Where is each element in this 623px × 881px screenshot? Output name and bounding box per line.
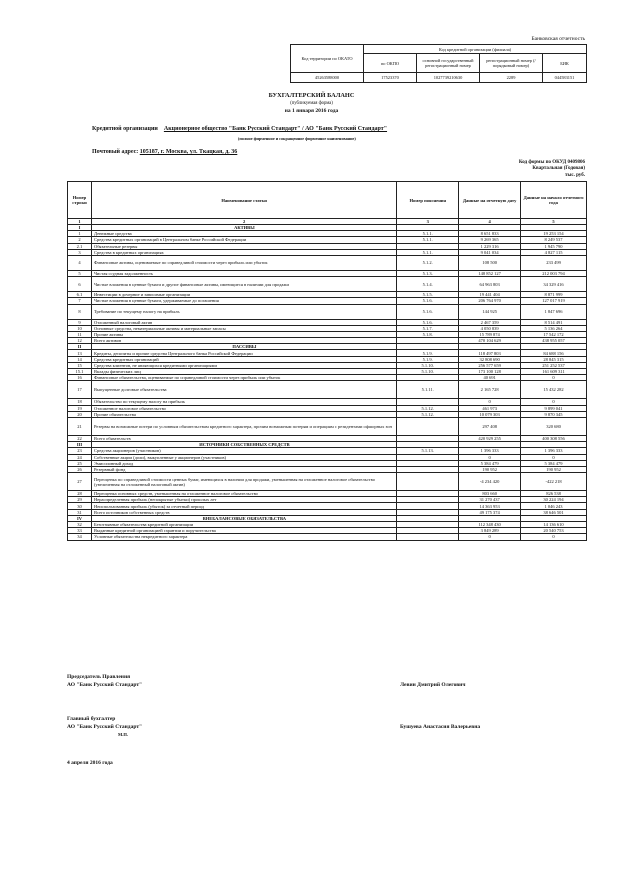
row-number: III [68,442,92,448]
row-number: 19 [68,405,92,411]
current-value: 8 651 833 [459,231,521,237]
table-row [68,534,587,540]
item-name: Отложенный налоговый актив [91,319,396,325]
header-current-data: Данные на отчетную дату [459,182,521,219]
row-number: 3 [68,249,92,255]
reg-number-header: регистрационный номер (/порядковый номер) [480,54,543,73]
organization-label: Кредитной организации [92,126,158,132]
previous-value: 826 538 [521,491,587,497]
item-name: Отложенное налоговое обязательство [91,405,396,411]
current-value: -4 234 420 [459,473,521,491]
item-name: Средства кредитных организаций в Центральном банке Российской Федерации [91,237,396,243]
current-value: 148 852 127 [459,270,521,276]
current-value: 1 396 333 [459,448,521,454]
table-row [68,473,587,491]
previous-value: 38 646 501 [521,509,587,515]
form-code-block [519,160,585,179]
item-name: Инвестиции в дочерние и зависимые организации [91,292,396,298]
note-number: 5.1.6. [397,304,459,319]
current-value: 14 363 953 [459,503,521,509]
note-number: 5.1.13. [397,448,459,454]
item-name: Условные обязательства некредитного характера [91,534,396,540]
current-value: 190 952 [459,466,521,472]
item-name: Безотзывные обязательства кредитной организации [91,522,396,528]
ogrn-header: основной государственный регистрационный номер [417,54,480,73]
current-value: 32 808 690 [459,356,521,362]
current-value: 10 079 303 [459,411,521,417]
address-value: 105187, г. Москва, ул. Ткацкая, д. 36 [139,149,238,155]
previous-value: -422 218 [521,473,587,491]
item-name: Средства в кредитных организациях [91,249,396,255]
note-number: 5.1.1. [397,231,459,237]
balance-sheet-table [67,181,587,541]
note-number: 5.1.1. [397,237,459,243]
row-number: 7 [68,298,92,304]
units-label: тыс. руб. [565,172,585,178]
note-number: 5.1.6. [397,319,459,325]
current-value: 3 849 289 [459,528,521,534]
previous-value: 1 046 243 [521,503,587,509]
current-value: 118 497 803 [459,350,521,356]
item-name: Чистая ссудная задолженность [91,270,396,276]
note-number: 5.1.12. [397,405,459,411]
bank-codes-table [290,44,587,83]
row-number: 26 [68,466,92,472]
item-name: Денежные средства [91,231,396,237]
current-value: 803 660 [459,491,521,497]
row-number: 32 [68,522,92,528]
note-number [397,534,459,540]
current-value: 461 973 [459,405,521,411]
column-number: 4 [459,219,521,225]
previous-value: 251 252 537 [521,362,587,368]
accountant-title: Главный бухгалтер [67,716,116,722]
note-number: 5.1.4. [397,277,459,292]
previous-value: 320 680 [521,417,587,435]
current-value: 2 467 359 [459,319,521,325]
row-number: 4 [68,255,92,270]
previous-value: 30 224 194 [521,497,587,503]
table-row [68,255,587,270]
okato-header: Код территории по ОКАТО [291,45,364,73]
row-number: 12 [68,338,92,344]
row-number: 25 [68,460,92,466]
item-name: Выданные кредитной организацией гарантии и поручительства [91,528,396,534]
column-number: 5 [521,219,587,225]
previous-value: 14 136 610 [521,522,587,528]
current-value: 0 [459,534,521,540]
note-number: 5.1.5. [397,292,459,298]
item-name: Финансовые обязательства, оцениваемые по справедливой стоимости через прибыль или убыток [91,375,396,381]
previous-value: 17 542 172 [521,331,587,337]
current-value: 1 229 316 [459,243,521,249]
table-row [68,277,587,292]
chair-organization: АО "Банк Русский Стандарт" [67,682,143,688]
previous-value: 5 136 264 [521,325,587,331]
previous-value: 20 540 753 [521,528,587,534]
item-name: Выпущенные долговые обязательства [91,381,396,399]
note-number: 5.1.10. [397,369,459,375]
row-number: I [68,225,92,231]
item-name: Кредиты, депозиты и прочие средства Центрального банка Российской Федерации [91,350,396,356]
current-value: 15 789 874 [459,331,521,337]
previous-value: 8 871 999 [521,292,587,298]
row-number: 29 [68,497,92,503]
previous-value: 5 384 479 [521,460,587,466]
row-number: 17 [68,381,92,399]
current-value: 5 384 479 [459,460,521,466]
accountant-organization: АО "Банк Русский Стандарт" [67,724,143,730]
item-name: Резервы на возможные потери по условным обязательствам кредитного характера, прочим возможным потерям и операциям с резидентами офшорных зон [91,417,396,435]
current-value: 64 963 803 [459,277,521,292]
previous-value: 233 499 [521,255,587,270]
current-value: 173 100 128 [459,369,521,375]
item-name: Прочие активы [91,331,396,337]
previous-value: 84 688 156 [521,350,587,356]
note-number: 5.1.11. [397,381,459,399]
current-value: 297 408 [459,417,521,435]
previous-value: 0 [521,375,587,381]
item-name: Всего обязательств [91,435,396,441]
current-value: 256 577 659 [459,362,521,368]
header-row-number: Номер строки [68,182,92,219]
current-value: 108 500 [459,255,521,270]
row-number: 10 [68,325,92,331]
note-number: 5.1.6. [397,298,459,304]
current-value: 19 441 404 [459,292,521,298]
previous-value: 190 952 [521,466,587,472]
note-number: 5.1.8. [397,331,459,337]
current-value: 49 175 374 [459,509,521,515]
previous-value: 28 845 315 [521,356,587,362]
current-value: 0 [459,454,521,460]
item-name: Всего источников собственных средств [91,509,396,515]
previous-value: 1 945 790 [521,243,587,249]
chair-title: Председатель Правления [67,674,131,680]
row-number: 27 [68,473,92,491]
row-number: 23 [68,448,92,454]
column-number: 1 [68,219,92,225]
note-number: 5.1.7. [397,325,459,331]
note-number: 5.1.3. [397,270,459,276]
row-number: 15 [68,362,92,368]
previous-value: 212 003 794 [521,270,587,276]
address-line [92,149,237,155]
note-number [397,417,459,435]
item-name: Требование по текущему налогу на прибыль [91,304,396,319]
item-name: Финансовые активы, оцениваемые по справедливой стоимости через прибыль или убыток [91,255,396,270]
previous-value: 0 [521,399,587,405]
balance-sheet-rows [68,225,587,541]
item-name: АКТИВЫ [91,225,396,231]
row-number: II [68,344,92,350]
row-number: 1 [68,231,92,237]
item-name: ПАССИВЫ [91,344,396,350]
item-name: Эмиссионный доход [91,460,396,466]
document-title: БУХГАЛТЕРСКИЙ БАЛАНС [268,92,355,99]
row-number: 30 [68,503,92,509]
table-row [68,304,587,319]
item-name: Нераспределенная прибыль (непокрытые убытки) прошлых лет [91,497,396,503]
okud-code: Код формы по ОКУД 0409806 [518,160,585,165]
current-value: 112 348 430 [459,522,521,528]
bik-value: 044583151 [543,73,587,83]
current-value: 0 [459,399,521,405]
note-number: 5.1.9. [397,356,459,362]
current-value: 40 691 [459,375,521,381]
row-number: 28 [68,491,92,497]
item-name: Средства кредитных организаций [91,356,396,362]
header-note-number: Номер пояснения [397,182,459,219]
previous-value: 161 609 311 [521,369,587,375]
reg-number-value: 2289 [480,73,543,83]
chair-name: Левин Дмитрий Олегович [400,682,466,688]
note-number: 5.1.2. [397,255,459,270]
bank-code-group-header: Код кредитной организации (филиала) [364,45,587,54]
item-name: Средства акционеров (участников) [91,448,396,454]
report-period: Квартальная (Годовая) [532,166,585,172]
current-value: 2 165 728 [459,381,521,399]
row-number: 2.1 [68,243,92,249]
stamp-mark: М.П. [118,732,128,737]
current-value: 4 050 839 [459,325,521,331]
item-name: Переоценка основных средств, уменьшенная на отложенное налоговое обязательство [91,491,396,497]
previous-value: 19 253 154 [521,231,587,237]
item-name: Резервный фонд [91,466,396,472]
item-name: Неиспользованная прибыль (убыток) за отчетный период [91,503,396,509]
previous-value: 15 432 282 [521,381,587,399]
row-number: 31 [68,509,92,515]
row-number: 24 [68,454,92,460]
item-name: Чистые вложения в ценные бумаги и другие финансовые активы, имеющиеся в наличии для продажи [91,277,396,292]
current-value: 206 764 970 [459,298,521,304]
current-value: 31 270 437 [459,497,521,503]
column-number: 3 [397,219,459,225]
row-number: 15.1 [68,369,92,375]
okpo-header: по ОКПО [364,54,417,73]
row-number: 13 [68,350,92,356]
row-number: 22 [68,435,92,441]
row-number: 18 [68,399,92,405]
report-date: на 1 января 2016 года [284,108,339,114]
previous-value: 400 308 556 [521,435,587,441]
accountant-name: Бушуева Анастасия Валерьевна [400,724,481,730]
previous-value: 1 847 696 [521,304,587,319]
document-subtitle: (публикуемая форма) [290,101,333,106]
bik-header: БИК [543,54,587,73]
row-number: 16 [68,375,92,381]
current-value: 420 929 255 [459,435,521,441]
note-number: 5.1.9. [397,350,459,356]
current-value: 9 269 365 [459,237,521,243]
item-name: Основные средства, нематериальные активы и материальные запасы [91,325,396,331]
organization-line [92,126,387,132]
previous-value: 8 514 491 [521,319,587,325]
row-number: 33 [68,528,92,534]
item-name: Обязательство по текущему налогу на прибыль [91,399,396,405]
item-name: Переоценка по справедливой стоимости ценных бумаг, имеющихся в наличии для продажи, уменьшенная на отложенное налоговое обязательство (увеличенная на отложенный налоговый актив) [91,473,396,491]
table-row [68,417,587,435]
column-number: 2 [91,219,396,225]
row-number: 20 [68,411,92,417]
header-item-name: Наименование статьи [91,182,396,219]
row-number: 5 [68,270,92,276]
row-number: 6 [68,277,92,292]
current-value: 9 041 034 [459,249,521,255]
item-name: Чистые вложения в ценные бумаги, удерживаемые до погашения [91,298,396,304]
previous-value: 438 955 057 [521,338,587,344]
header-previous-data: Данные на начало отчетного года [521,182,587,219]
previous-value: 9 870 345 [521,411,587,417]
address-label: Почтовый адрес: [92,149,139,155]
previous-value: 34 329 416 [521,277,587,292]
item-name: Всего активов [91,338,396,344]
okato-value: 45263588000 [291,73,364,83]
row-number: 11 [68,331,92,337]
current-value: 470 104 629 [459,338,521,344]
row-number: 9 [68,319,92,325]
signature-date: 4 апреля 2016 года [67,760,113,766]
note-number: 5.1.12. [397,411,459,417]
previous-value: 1 396 333 [521,448,587,454]
row-number: 8 [68,304,92,319]
item-name: ИСТОЧНИКИ СОБСТВЕННЫХ СРЕДСТВ [91,442,396,448]
report-type-label: Банковская отчетность [531,36,585,42]
row-number: 2 [68,237,92,243]
item-name: Средства клиентов, не являющихся кредитными организациями [91,362,396,368]
previous-value: 8 249 537 [521,237,587,243]
ogrn-value: 1027739210630 [417,73,480,83]
row-number: 6.1 [68,292,92,298]
previous-value: 0 [521,454,587,460]
previous-value: 9 899 041 [521,405,587,411]
current-value: 144 925 [459,304,521,319]
row-number: 21 [68,417,92,435]
note-number: 5.1.10. [397,362,459,368]
row-number: 14 [68,356,92,362]
previous-value: 127 017 919 [521,298,587,304]
table-row [68,381,587,399]
note-number [397,473,459,491]
organization-note: (полное фирменное и сокращенное фирменное наименование) [238,136,356,141]
item-name: Прочие обязательства [91,411,396,417]
item-name: Собственные акции (доли), выкупленные у акционеров (участников) [91,454,396,460]
item-name: ВНЕБАЛАНСОВЫЕ ОБЯЗАТЕЛЬСТВА [91,515,396,521]
okpo-value: 17523370 [364,73,417,83]
row-number: IV [68,515,92,521]
item-name: Обязательные резервы [91,243,396,249]
previous-value: 4 827 115 [521,249,587,255]
item-name: Вклады физических лиц [91,369,396,375]
previous-value: 0 [521,534,587,540]
organization-name: Акционерное общество "Банк Русский Стандарт" / АО "Банк Русский Стандарт" [163,126,388,132]
note-number: 5.1.1. [397,249,459,255]
row-number: 34 [68,534,92,540]
